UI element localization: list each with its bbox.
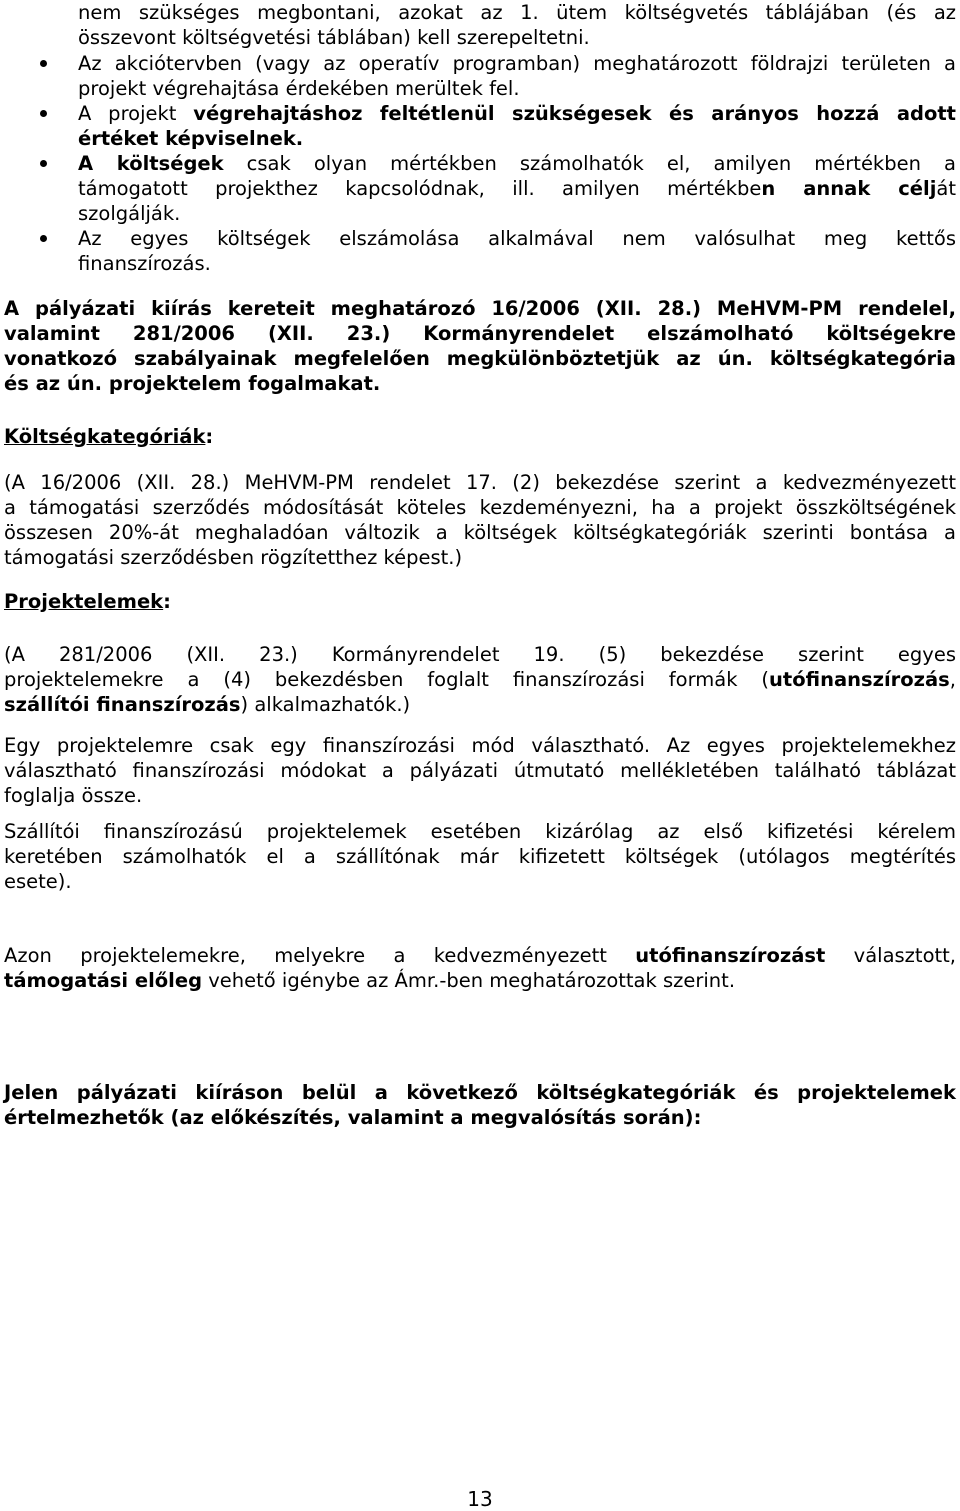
koltsegkategoriak-heading (4, 424, 956, 449)
bold-para-line-4: és az ún. projektelem fogalmakat. (4, 372, 381, 395)
intro-line-1: nem szükséges megbontani, azokat az 1. ütem költségvetés táblájában (és az (78, 1, 956, 24)
heading-colon: : (163, 590, 171, 613)
pe-p4-line-1 (4, 943, 956, 968)
pe-bold: szállítói finanszírozás (4, 693, 241, 716)
bullet-dot (40, 60, 47, 67)
pe-p1-line-2 (4, 667, 956, 692)
kk-line-2: a támogatási szerződés módosítását köteles kezdeményezni, ha a projekt összköltségének (4, 496, 956, 519)
intro-line-2: összevont költségvetési táblában) kell szerepeltetni. (78, 26, 590, 49)
bullet-3-line-2 (78, 176, 956, 201)
bullet-3-text-2: támogatott projekthez kapcsolódnak, ill. amilyen mértékbe (78, 177, 762, 200)
kk-text-a: (A 16/2006 (XII. 28.) MeHVM-PM rendelet 17 (4, 471, 491, 494)
pe-text: vehető igénybe az Ámr.-ben meghatározottak szerint. (202, 969, 736, 992)
bullet-3-line-1 (78, 151, 956, 176)
pe-bold: támogatási előleg (4, 969, 203, 992)
bullet-2-line-2: értéket képviselnek. (78, 127, 304, 150)
pe-p2-line-3: foglalja össze. (4, 784, 143, 807)
bullet-3-text-3: át (936, 177, 956, 200)
bullet-4-line-2: finanszírozás. (78, 252, 211, 275)
pe-text: , (949, 668, 956, 691)
bullet-2-line-1 (78, 101, 956, 126)
pe-p3-line-3: esete). (4, 870, 72, 893)
projektelemek-heading (4, 589, 956, 614)
bullet-2-bold: végrehajtáshoz feltétlenül szükségesek és arányos hozzá adott (193, 102, 956, 125)
kk-line-3: összesen 20%-át meghaladóan változik a költségek költségkategóriák szerinti bontása a (4, 521, 956, 544)
final-bold-line-2: értelmezhetők (az előkészítés, valamint a megvalósítás során): (4, 1106, 702, 1129)
heading-colon: : (205, 425, 214, 448)
pe-text: ) alkalmazhatók.) (240, 693, 411, 716)
kk-line-1 (4, 470, 956, 495)
pe-p1-line-3 (4, 692, 956, 717)
bullet-dot (40, 235, 47, 242)
bullet-1-line-1: Az akciótervben (vagy az operatív programban) meghatározott földrajzi területen a (78, 52, 956, 75)
bullet-dot (40, 160, 47, 167)
pe-text: (A 281/2006 (XII. 23.) Kormányrendelet 19 (4, 643, 559, 666)
pe-p3-line-2: keretében számolhatók el a szállítónak már kifizetett költségek (utólagos megtérítés (4, 845, 956, 868)
bullet-2-text: A projekt (78, 102, 194, 125)
pe-bold: utófinanszírozás (769, 668, 950, 691)
pe-bold: utófinanszírozást (635, 944, 826, 967)
kk-text-b: . (2) bekezdése szerint a kedvezményezett (490, 471, 956, 494)
pe-p2-line-1: Egy projektelemre csak egy finanszírozási mód választható. Az egyes projektelemekhez (4, 734, 956, 757)
pe-p4-line-2 (4, 968, 956, 993)
bold-para-line-2: valamint 281/2006 (XII. 23.) Kormányrendelet elszámolható költségekre (4, 322, 956, 345)
bold-para-line-3: vonatkozó szabályainak megfelelően megkülönböztetjük az ún. költségkategória (4, 347, 956, 370)
pe-p2-line-2: választható finanszírozási módokat a pályázati útmutató mellékletében található táblázat (4, 759, 956, 782)
bullet-dot (40, 110, 47, 117)
heading-text: Projektelemek (4, 590, 164, 613)
kk-line-4: támogatási szerződésben rögzítetthez képest.) (4, 546, 463, 569)
pe-p3-line-1: Szállítói finanszírozású projektelemek esetében kizárólag az első kifizetési kérelem (4, 820, 956, 843)
bullet-3-bold: A költségek (78, 152, 224, 175)
pe-text: választott, (825, 944, 956, 967)
final-bold-line-1: Jelen pályázati kiíráson belül a következő költségkategóriák és projektelemek (4, 1081, 956, 1104)
bullet-3-text: csak olyan mértékben számolhatók el, amilyen mértékben a (223, 152, 956, 175)
pe-text: Azon projektelemekre, melyekre a kedvezményezett (4, 944, 636, 967)
page-number: 13 (467, 1487, 493, 1511)
bullet-3-line-3: szolgálják. (78, 202, 181, 225)
bullet-3-bold-2: n annak célj (761, 177, 937, 200)
bullet-1-line-2: projekt végrehajtása érdekében merültek fel. (78, 77, 520, 100)
pe-text: projektelemekre a (4) bekezdésben foglalt finanszírozási formák ( (4, 668, 770, 691)
pe-p1-line-1 (4, 642, 956, 667)
pe-text: . (5) bekezdése szerint egyes (558, 643, 956, 666)
bold-para-line-1: A pályázati kiírás kereteit meghatározó 16/2006 (XII. 28.) MeHVM-PM rendelel, (4, 297, 956, 320)
heading-text: Költségkategóriák (4, 425, 206, 448)
bullet-4-line-1: Az egyes költségek elszámolása alkalmával nem valósulhat meg kettős (78, 227, 956, 250)
